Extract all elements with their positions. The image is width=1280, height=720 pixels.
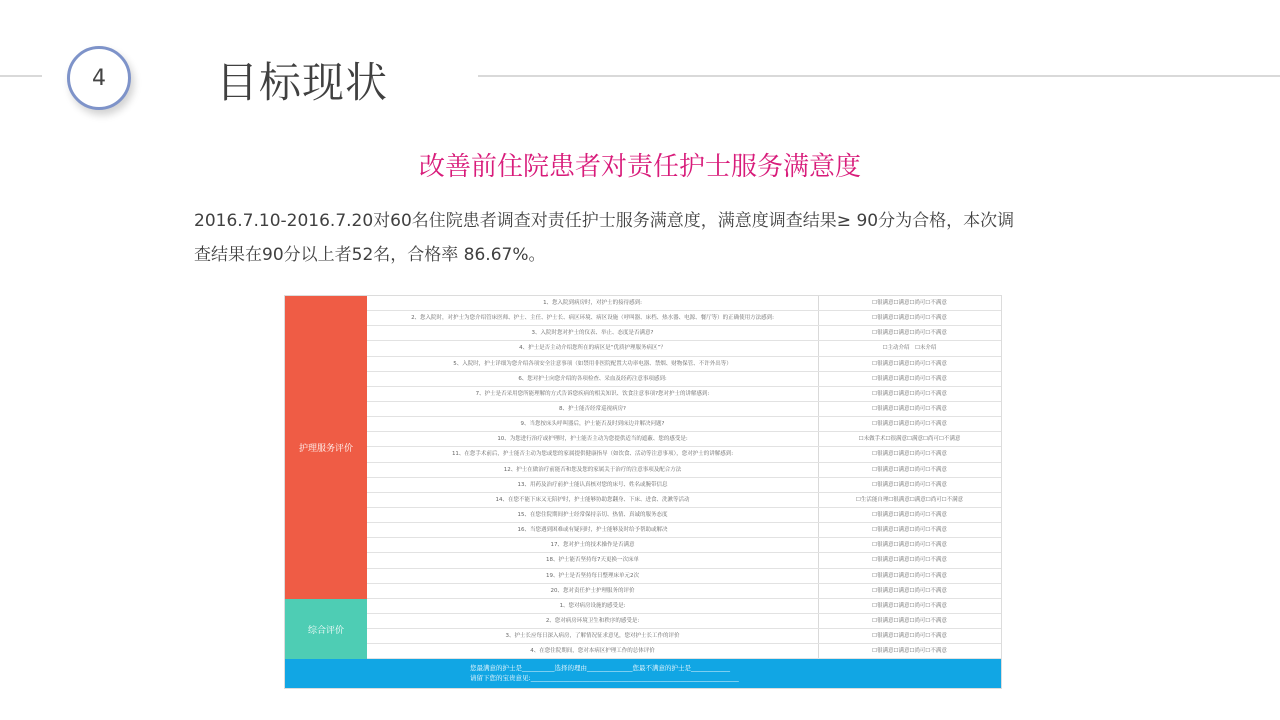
survey-question: 5、入院时，护士详细为您介绍各项安全注意事项（如禁用非医院配置大功率电器、禁烟、财物保管、不许外出等） — [367, 357, 819, 371]
survey-row — [367, 311, 1001, 326]
page-title: 目标现状 — [216, 58, 389, 107]
survey-question: 19、护士是否坚持每日整理床单元2次 — [367, 569, 819, 583]
survey-row — [367, 478, 1001, 493]
survey-question: 16、当您遇到困难或有疑问时，护士能够及时给予帮助或解决 — [367, 523, 819, 537]
survey-question: 3、护士长应每日深入病房，了解情况征求意见，您对护士长工作的评价 — [367, 629, 819, 643]
survey-question: 7、护士是否采用您所能理解的方式告诉您疾病的相关知识、饮食注意事项?您对护士的讲解感到: — [367, 387, 819, 401]
survey-question: 1、您对病房设施的感受是: — [367, 599, 819, 613]
description-line-2: 查结果在90分以上者52名，合格率 86.67%。 — [194, 245, 546, 265]
survey-options: ☐很满意☐满意☐尚可☐不满意 — [872, 542, 947, 549]
survey-row — [367, 508, 1001, 523]
category-nursing-service: 护理服务评价 — [285, 296, 367, 599]
footer-line-1: 您最满意的护士是__________选择的理由______________您最不满意的护士是____________ — [470, 664, 730, 672]
survey-question: 2、您对病房环境卫生和秩序的感受是: — [367, 614, 819, 628]
survey-options: ☐很满意☐满意☐尚可☐不满意 — [872, 405, 947, 412]
survey-options: ☐未做手术☐很满意☐满意☐尚可☐不满意 — [858, 436, 961, 443]
survey-row — [367, 447, 1001, 462]
survey-row — [367, 417, 1001, 432]
survey-options: ☐很满意☐满意☐尚可☐不满意 — [872, 527, 947, 534]
survey-row — [367, 584, 1001, 599]
survey-options: ☐很满意☐满意☐尚可☐不满意 — [872, 330, 947, 337]
survey-options: ☐很满意☐满意☐尚可☐不满意 — [872, 421, 947, 428]
survey-options: ☐很满意☐满意☐尚可☐不满意 — [872, 315, 947, 322]
survey-options: ☐很满意☐满意☐尚可☐不满意 — [872, 360, 947, 367]
survey-question: 15、在您住院期间护士经常保持亲切、热情、真诚的服务态度 — [367, 508, 819, 522]
survey-options: ☐很满意☐满意☐尚可☐不满意 — [872, 481, 947, 488]
header-line-right — [478, 75, 1280, 77]
header-line-left — [0, 75, 42, 77]
survey-options: ☐很满意☐满意☐尚可☐不满意 — [872, 390, 947, 397]
survey-row — [367, 538, 1001, 553]
survey-question: 4、在您住院期间，您对本病区护理工作的总体评价 — [367, 644, 819, 658]
survey-row — [367, 341, 1001, 356]
footer-line-2: 请留下您的宝贵意见:________________________________________________________________ — [470, 674, 739, 682]
survey-options: ☐很满意☐满意☐尚可☐不满意 — [872, 587, 947, 594]
survey-question: 12、护士在做治疗前能否和您及您的家属关于治疗的注意事项及配合方法 — [367, 463, 819, 477]
survey-question: 18、护士能否坚持每7天更换一次床单 — [367, 553, 819, 567]
survey-row — [367, 614, 1001, 629]
survey-row — [367, 553, 1001, 568]
survey-row — [367, 523, 1001, 538]
survey-question: 1、您入院到病房时，对护士的接待感到: — [367, 296, 819, 310]
section-number-badge: 4 — [67, 46, 131, 110]
survey-footer — [285, 659, 1001, 688]
survey-question: 10、为您进行治疗或护理时，护士能否主动为您提供适当的遮蔽、您的感受是: — [367, 432, 819, 446]
survey-row — [367, 569, 1001, 584]
survey-row — [367, 432, 1001, 447]
survey-options: ☐很满意☐满意☐尚可☐不满意 — [872, 511, 947, 518]
survey-row — [367, 357, 1001, 372]
survey-options: ☐很满意☐满意☐尚可☐不满意 — [872, 466, 947, 473]
survey-row — [367, 629, 1001, 644]
survey-row — [367, 402, 1001, 417]
survey-row — [367, 296, 1001, 311]
survey-question: 4、护士是否主动介绍您所在的病区是“优质护理服务病区”？ — [367, 341, 819, 355]
survey-row — [367, 387, 1001, 402]
survey-question: 20、您对责任护士护理服务的评价 — [367, 584, 819, 598]
survey-question: 8、护士能否经常巡视病房? — [367, 402, 819, 416]
survey-row — [367, 372, 1001, 387]
survey-question: 3、入院时您对护士的仪表、举止、态度是否满意? — [367, 326, 819, 340]
survey-options: ☐很满意☐满意☐尚可☐不满意 — [872, 633, 947, 640]
survey-question: 11、在您手术前后，护士能否主动为您或您的家属提供健康指导（如饮食、活动等注意事项），您对护士的讲解感到: — [367, 447, 819, 461]
survey-options: ☐很满意☐满意☐尚可☐不满意 — [872, 617, 947, 624]
survey-options: ☐很满意☐满意☐尚可☐不满意 — [872, 602, 947, 609]
survey-rows — [367, 296, 1001, 659]
description-line-1: 2016.7.10-2016.7.20对60名住院患者调查对责任护士服务满意度，满意度调查结果≥ 90分为合格，本次调 — [194, 211, 1015, 231]
section-subtitle: 改善前住院患者对责任护士服务满意度 — [418, 152, 861, 182]
survey-table-image — [284, 295, 1002, 689]
survey-question: 9、当您按床头呼叫器后，护士能否及时到床边并解决问题? — [367, 417, 819, 431]
survey-row — [367, 326, 1001, 341]
survey-options: ☐很满意☐满意☐尚可☐不满意 — [872, 375, 947, 382]
category-overall: 综合评价 — [285, 599, 367, 659]
survey-options: ☐主动介绍 ☐未介绍 — [882, 345, 937, 352]
survey-options: ☐很满意☐满意☐尚可☐不满意 — [872, 451, 947, 458]
survey-options: ☐生活能自理☐很满意☐满意☐尚可☐不满意 — [855, 496, 964, 503]
description — [194, 204, 1094, 272]
survey-row — [367, 463, 1001, 478]
survey-options: ☐很满意☐满意☐尚可☐不满意 — [872, 557, 947, 564]
survey-row — [367, 493, 1001, 508]
survey-row — [367, 644, 1001, 659]
survey-question: 17、您对护士的技术操作是否满意 — [367, 538, 819, 552]
survey-question: 14、在您不能下床又无陪护时，护士能够协助您翻身、下床、进食、洗漱等活动 — [367, 493, 819, 507]
survey-question: 2、您入院时，对护士为您介绍管床医师、护士、主任、护士长、病区环境、病区设施（呼叫器、床档、热水器、电源、餐厅等）的正确使用方法感到: — [367, 311, 819, 325]
survey-options: ☐很满意☐满意☐尚可☐不满意 — [872, 648, 947, 655]
survey-question: 13、用药及治疗前护士能认真核对您的床号、姓名或腕带信息 — [367, 478, 819, 492]
survey-options: ☐很满意☐满意☐尚可☐不满意 — [872, 300, 947, 306]
survey-row — [367, 599, 1001, 614]
survey-question: 6、您对护士向您介绍的各项检查、采血及经药注意事项感到: — [367, 372, 819, 386]
survey-options: ☐很满意☐满意☐尚可☐不满意 — [872, 572, 947, 579]
